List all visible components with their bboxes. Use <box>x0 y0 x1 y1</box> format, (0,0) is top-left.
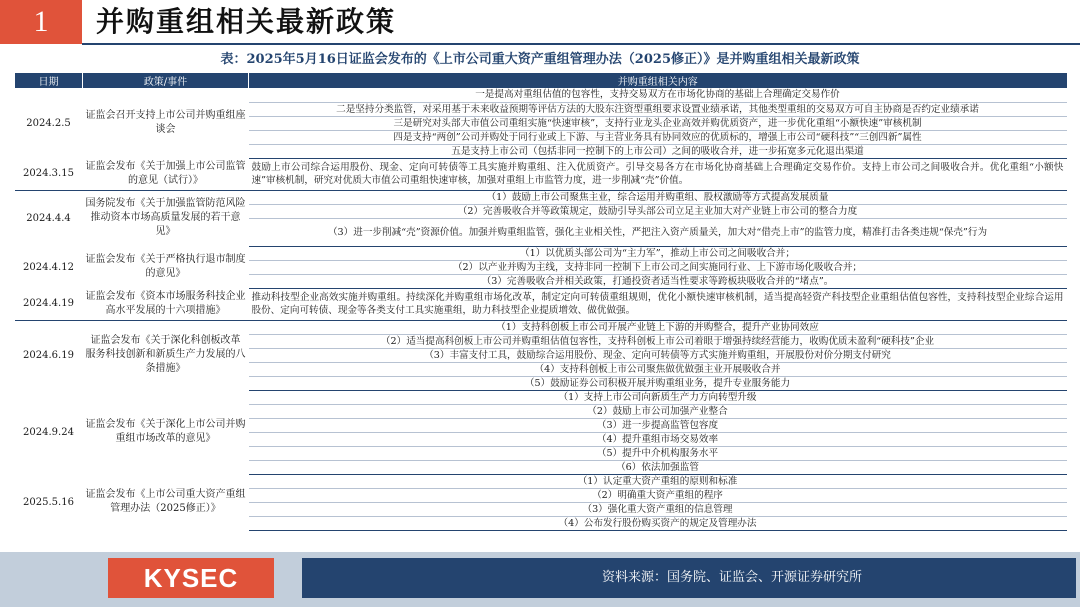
row-content-item: （3）进一步削减“壳”资源价值。加强并购重组监管，强化主业相关性，严把注入资产质量关，加大对“借壳上市”的监管力度，精准打击各类违规“保壳”行为 <box>249 218 1067 246</box>
row-policy-event: 证监会召开支持上市公司并购重组座谈会 <box>85 110 246 135</box>
row-content-item: （3）丰富支付工具，鼓励综合运用股份、现金、定向可转债等方式实施并购重组，开展股份对价分期支付研究 <box>249 348 1067 362</box>
row-content-item: （1）鼓励上市公司聚焦主业，综合运用并购重组、股权激励等方式提高发展质量 <box>249 190 1067 204</box>
page-title: 并购重组相关最新政策 <box>96 5 397 38</box>
row-policy-event: 证监会发布《关于深化上市公司并购重组市场改革的意见》 <box>85 419 246 444</box>
row-content-item: （1）支持科创板上市公司开展产业链上下游的并购整合，提升产业协同效应 <box>249 320 1067 334</box>
row-content-item: （2）以产业并购为主线，支持非同一控制下上市公司之间实施同行业、上下游市场化吸收合并； <box>249 260 1067 274</box>
row-content-item: （1）支持上市公司向新质生产力方向转型升级 <box>249 390 1067 404</box>
row-content-item: （1）以优质头部公司为“主力军”，推动上市公司之间吸收合并； <box>249 246 1067 260</box>
row-policy-event: 证监会发布《关于加强上市公司监管的意见（试行）》 <box>83 158 249 190</box>
row-content-item: 五是支持上市公司（包括非同一控制下的上市公司）之间的吸收合并，进一步拓宽多元化退出渠道 <box>249 144 1067 158</box>
kysec-logo: KYSEC <box>108 558 274 598</box>
row-content-item: （5）提升中介机构服务水平 <box>249 446 1067 460</box>
row-content-item: （3）强化重大资产重组的信息管理 <box>249 502 1067 516</box>
row-content-item: 鼓励上市公司综合运用股份、现金、定向可转债等工具实施并购重组、注入优质资产。引导交易各方在市场化协商基础上合理确定交易作价。支持上市公司之间吸收合并。优化重组“小额快速”审核机制，研究对优质大市值公司重组快速审核，加强对重组上市监管力度，进一步削减“壳”价值。 <box>249 158 1067 190</box>
row-policy-event: 国务院发布《关于加强监管防范风险推动资本市场高质量发展的若干意见》 <box>85 198 246 238</box>
row-date: 2024.6.19 <box>23 349 74 361</box>
row-content-item: （4）公布发行股份购买资产的规定及管理办法 <box>249 516 1067 530</box>
row-date: 2024.4.12 <box>23 261 74 273</box>
table-row <box>15 288 1067 320</box>
row-policy-event: 证监会发布《资本市场服务科技企业高水平发展的十六项措施》 <box>83 288 249 320</box>
row-content-item: 一是提高对重组估值的包容性，支持交易双方在市场化协商的基础上合理确定交易作价 <box>249 88 1067 102</box>
row-content-item: （2）明确重大资产重组的程序 <box>249 488 1067 502</box>
row-date: 2024.2.5 <box>26 117 71 129</box>
row-date: 2024.4.19 <box>15 288 83 320</box>
row-content-item: 四是支持“两创”公司并购处于同行业或上下游、与主营业务具有协同效应的优质标的，增强上市公司“硬科技”“三创四新”属性 <box>249 130 1067 144</box>
table-row <box>15 190 1067 204</box>
row-content-item: （4）支持科创板上市公司聚焦做优做强主业开展吸收合并 <box>249 362 1067 376</box>
column-header-content: 并购重组相关内容 <box>249 73 1067 88</box>
table-row <box>15 88 1067 102</box>
row-content-item: （2）鼓励上市公司加强产业整合 <box>249 404 1067 418</box>
table-row <box>15 246 1067 260</box>
row-date: 2025.5.16 <box>23 496 74 508</box>
table-header <box>15 73 1067 88</box>
row-date: 2024.9.24 <box>23 426 74 438</box>
row-content-item: （2）完善吸收合并等政策规定，鼓励引导头部公司立足主业加大对产业链上市公司的整合力度 <box>249 204 1067 218</box>
row-content-item: （4）提升重组市场交易效率 <box>249 432 1067 446</box>
row-date: 2024.3.15 <box>15 158 83 190</box>
column-header-event: 政策/事件 <box>83 73 249 88</box>
table-body <box>15 88 1067 530</box>
row-content-item: （6）依法加强监管 <box>249 460 1067 474</box>
title-divider <box>82 43 1080 45</box>
row-date: 2024.4.4 <box>26 212 71 224</box>
row-content-item: （1）认定重大资产重组的原则和标准 <box>249 474 1067 488</box>
table-caption: 表：2025年5月16日证监会发布的《上市公司重大资产重组管理办法（2025修正）》是并购重组相关最新政策 <box>220 52 860 67</box>
table-row <box>15 158 1067 190</box>
row-content-item: 三是研究对头部大市值公司重组实施“快速审核”，支持行业龙头企业高效并购优质资产，进一步优化重组“小额快速”审核机制 <box>249 116 1067 130</box>
row-content-item: （2）适当提高科创板上市公司并购重组估值包容性，支持科创板上市公司着眼于增强持续经营能力，收购优质未盈利“硬科技”企业 <box>249 334 1067 348</box>
row-content-item: （5）鼓励证券公司积极开展并购重组业务，提升专业服务能力 <box>249 376 1067 390</box>
section-number: 1 <box>0 0 82 44</box>
row-policy-event: 证监会发布《上市公司重大资产重组管理办法（2025修正）》 <box>85 489 246 514</box>
row-content-item: （3）进一步提高监管包容度 <box>249 418 1067 432</box>
row-content-item: （3）完善吸收合并相关政策，打通投资者适当性要求等跨板块吸收合并的“堵点”。 <box>249 274 1067 288</box>
row-policy-event: 证监会发布《关于严格执行退市制度的意见》 <box>85 254 246 279</box>
source-note: 资料来源：国务院、证监会、开源证券研究所 <box>302 558 1076 598</box>
table-row <box>15 320 1067 334</box>
row-policy-event: 证监会发布《关于深化科创板改革 服务科技创新和新质生产力发展的八条措施》 <box>85 335 246 375</box>
table-row <box>15 474 1067 488</box>
column-header-date: 日期 <box>15 73 83 88</box>
table-row <box>15 390 1067 404</box>
policy-table <box>14 73 1067 531</box>
row-content-item: 推动科技型企业高效实施并购重组。持续深化并购重组市场化改革，制定定向可转债重组规则，优化小额快速审核机制，适当提高轻资产科技型企业重组估值包容性，支持科技型企业综合运用股份、定向可转债、现金等各类支付工具实施重组，助力科技型企业提质增效、做优做强。 <box>249 288 1067 320</box>
row-content-item: 二是坚持分类监管，对采用基于未来收益预期等评估方法的大股东注资型重组要求设置业绩承诺，其他类型重组的交易双方可自主协商是否约定业绩承诺 <box>249 102 1067 116</box>
